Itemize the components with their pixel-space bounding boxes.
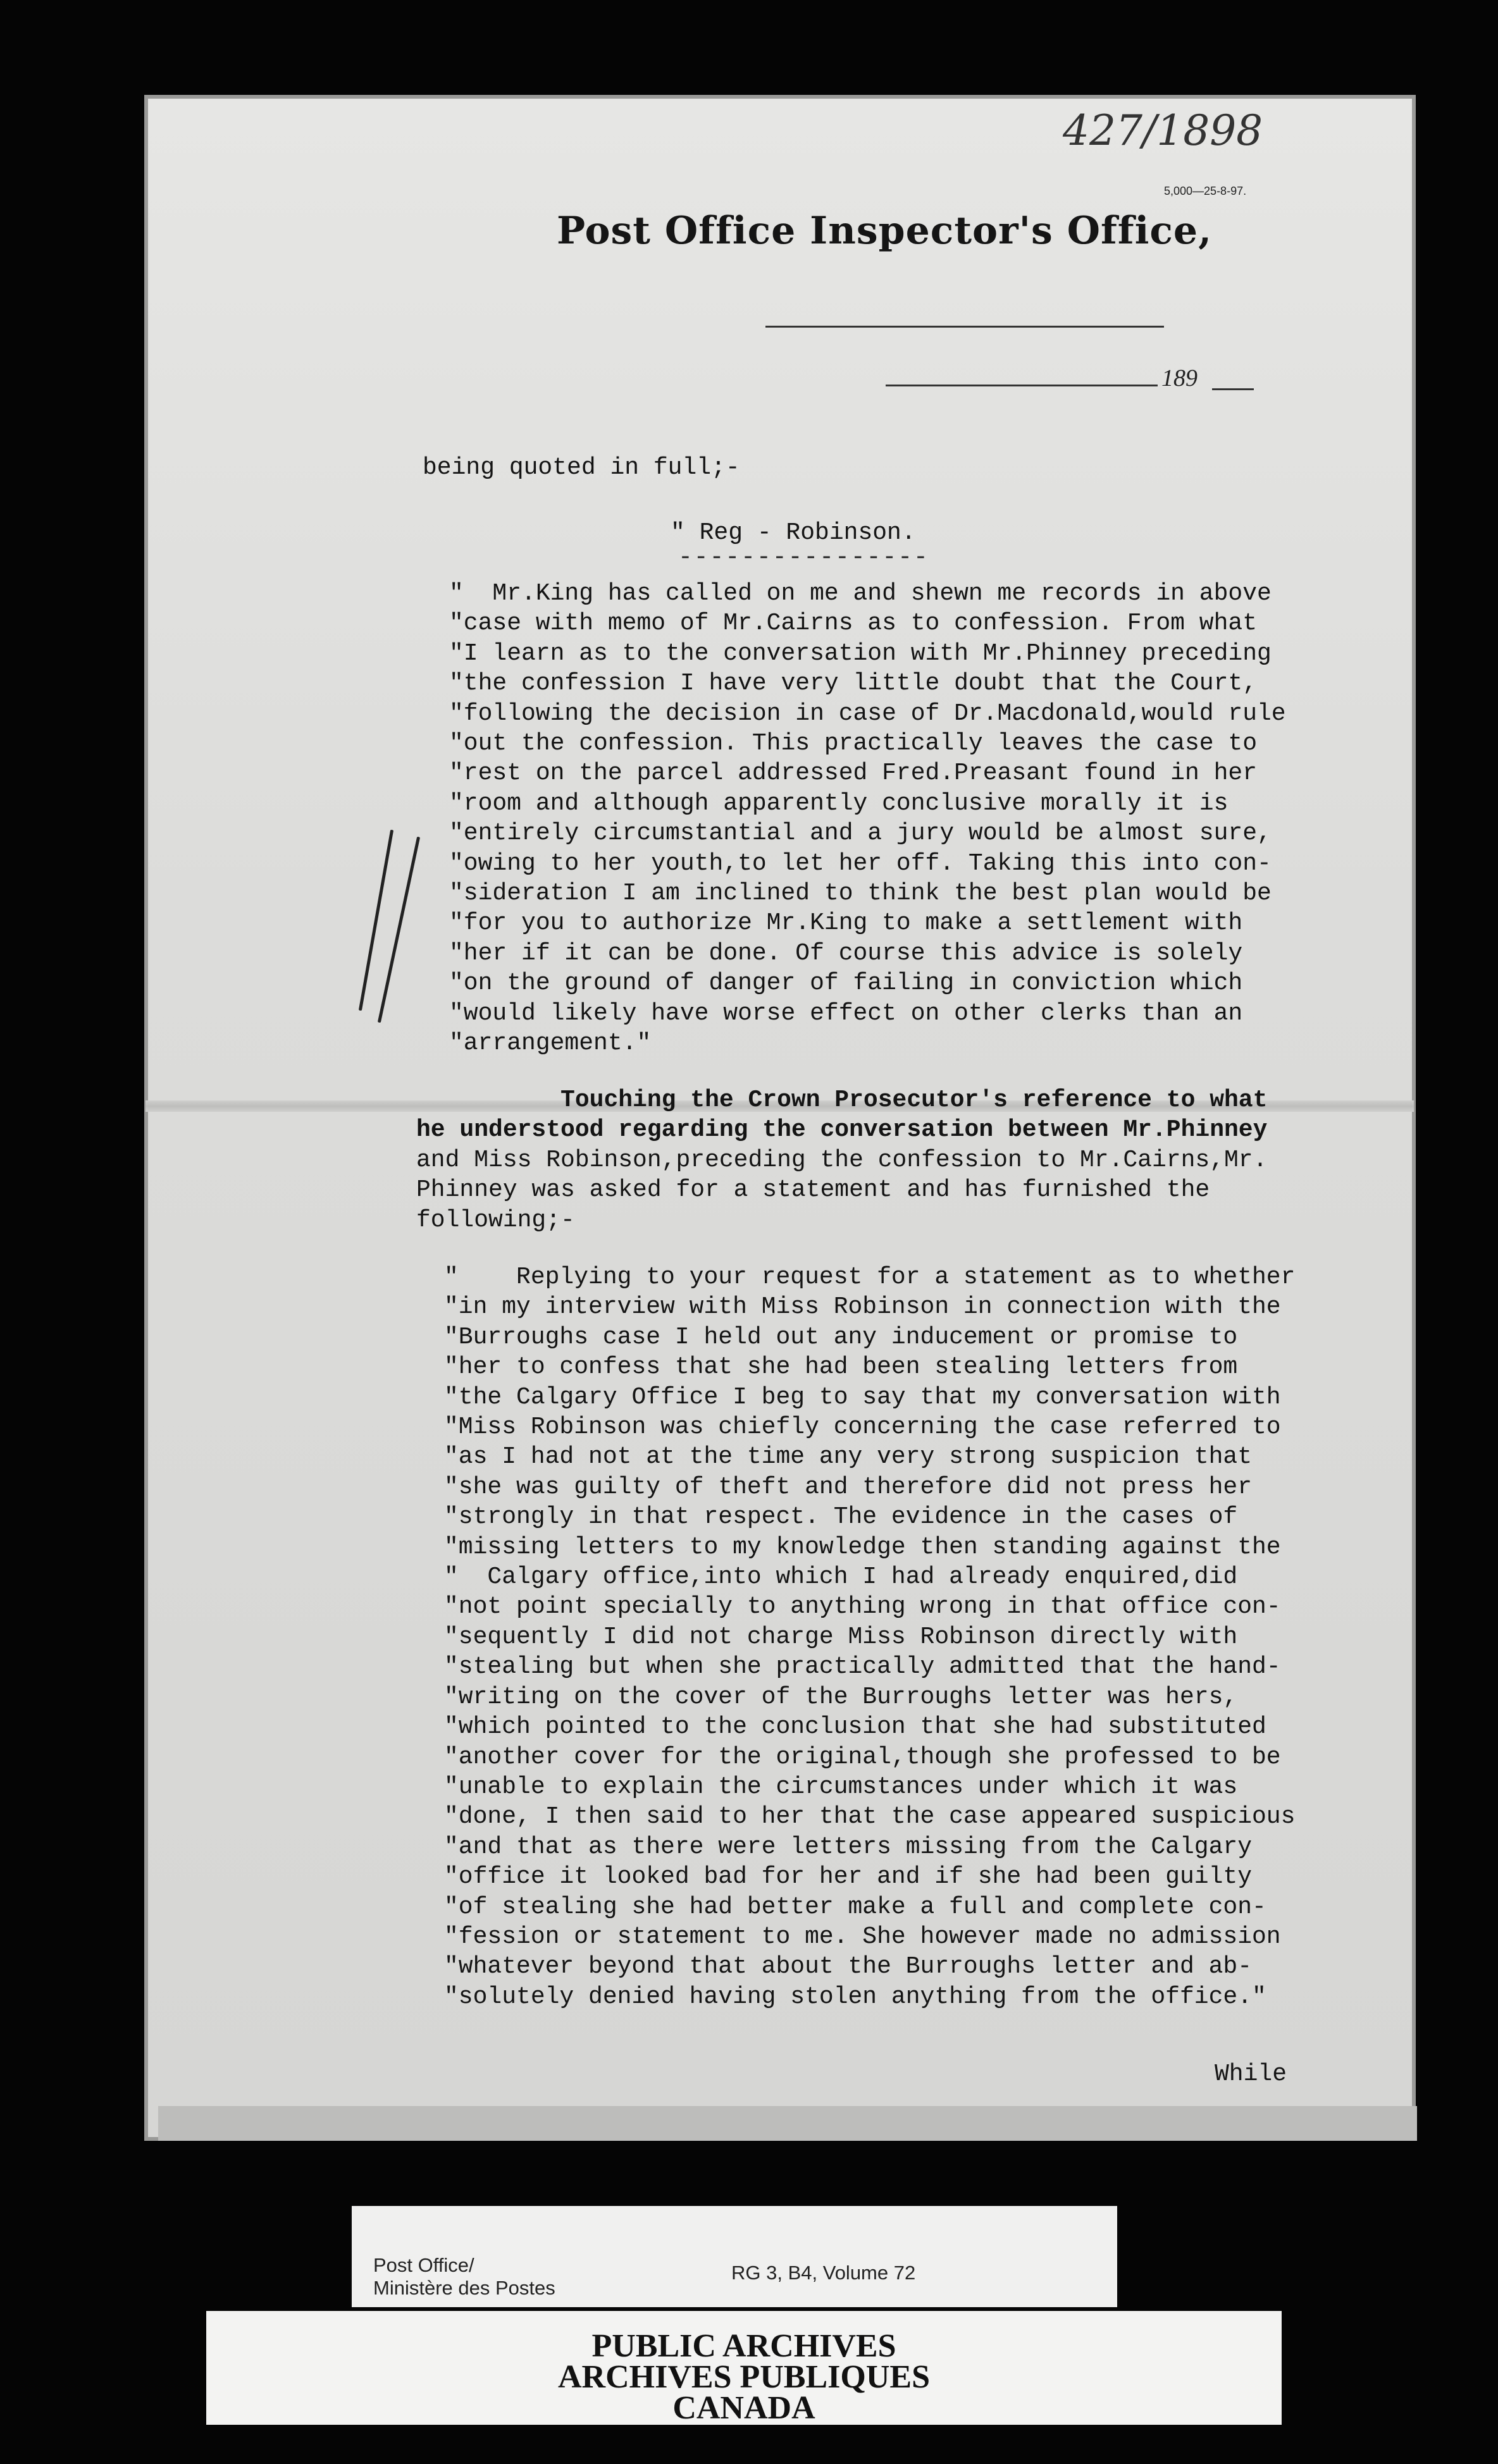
text-line: "her to confess that she had been stealing letters from <box>444 1353 1238 1381</box>
archive-stamp-line-3: CANADA <box>672 2390 815 2426</box>
text-line: Phinney was asked for a statement and has furnished the <box>416 1176 1210 1204</box>
text-line: "writing on the cover of the Burroughs letter was hers, <box>444 1683 1238 1711</box>
text-line: and Miss Robinson,preceding the confession to Mr.Cairns,Mr. <box>416 1146 1268 1174</box>
text-line: "as I had not at the time any very strong suspicion that <box>444 1443 1253 1471</box>
department-fr: Ministère des Postes <box>373 2277 555 2299</box>
text-line: "unable to explain the circumstances under which it was <box>444 1773 1238 1801</box>
text-line: "she was guilty of theft and therefore did not press her <box>444 1473 1253 1501</box>
text-line: Touching the Crown Prosecutor's reference to what <box>416 1087 1268 1114</box>
text-line: "strongly in that respect. The evidence in the cases of <box>444 1503 1238 1531</box>
text-line: following;- <box>416 1206 575 1234</box>
archive-stamp-line-2: ARCHIVES PUBLIQUES <box>557 2359 931 2395</box>
text-line: "rest on the parcel addressed Fred.Preasant found in her <box>449 760 1258 787</box>
text-line: "sequently I did not charge Miss Robinson directly with <box>444 1623 1238 1651</box>
text-line: "whatever beyond that about the Burroughs letter and ab- <box>444 1953 1253 1981</box>
text-line: "done, I then said to her that the case appeared suspicious <box>444 1803 1296 1831</box>
text-line: "out the confession. This practically leaves the case to <box>449 730 1258 758</box>
letterhead-title: Post Office Inspector's Office, <box>557 209 1212 253</box>
text-line: "her if it can be done. Of course this advice is solely <box>449 939 1243 967</box>
text-line: "of stealing she had better make a full and complete con- <box>444 1893 1266 1921</box>
text-line: "not point specially to anything wrong in that office con- <box>444 1593 1281 1621</box>
text-line: "the confession I have very little doubt that the Court, <box>449 670 1258 698</box>
quoted-letter-2 <box>444 1262 1295 2012</box>
text-line: " Calgary office,into which I had already enquired,did <box>444 1563 1238 1591</box>
text-line: "in my interview with Miss Robinson in connection with the <box>444 1293 1281 1321</box>
date-line <box>886 385 1158 386</box>
text-line: " Replying to your request for a statement as to whether <box>444 1264 1296 1291</box>
file-number: 427/1898 <box>1063 106 1263 155</box>
text-line: "room and although apparently conclusive morally it is <box>449 789 1229 817</box>
year-prefix: 189 <box>1161 365 1198 391</box>
text-line: "stealing but when she practically admitted that the hand- <box>444 1653 1281 1681</box>
text-line: "arrangement." <box>449 1030 652 1057</box>
text-line: "Burroughs case I held out any inducement or promise to <box>444 1323 1238 1351</box>
text-line: "fession or statement to me. She however made no admission <box>444 1923 1281 1950</box>
text-line: "and that as there were letters missing from the Calgary <box>444 1833 1253 1861</box>
text-line: "for you to authorize Mr.King to make a settlement with <box>449 909 1243 937</box>
text-line: "the Calgary Office I beg to say that my conversation with <box>444 1383 1281 1411</box>
text-line: "office it looked bad for her and if she had been guilty <box>444 1863 1253 1891</box>
year-line <box>1212 388 1254 390</box>
text-line: "owing to her youth,to let her off. Taking this into con- <box>449 849 1272 877</box>
case-title: " Reg - Robinson. <box>671 519 916 546</box>
title-dashes: ---------------- <box>678 544 929 571</box>
text-line: he understood regarding the conversation between Mr.Phinney <box>416 1116 1268 1144</box>
text-line: " Mr.King has called on me and shewn me records in above <box>449 580 1272 607</box>
text-line: "I learn as to the conversation with Mr.Phinney preceding <box>449 639 1272 667</box>
archive-stamp <box>206 2311 1282 2425</box>
text-line: "would likely have worse effect on other clerks than an <box>449 999 1243 1027</box>
quoted-letter-1 <box>449 579 1286 1059</box>
text-line: "another cover for the original,though she professed to be <box>444 1743 1281 1771</box>
page-edge <box>158 2106 1417 2141</box>
text-line: "missing letters to my knowledge then standing against the <box>444 1533 1281 1561</box>
department-en: Post Office/ <box>373 2254 474 2276</box>
print-code: 5,000—25-8-97. <box>1164 185 1247 197</box>
archive-reference-label <box>352 2206 1117 2307</box>
text-line: "on the ground of danger of failing in conviction which <box>449 970 1243 997</box>
text-line: "which pointed to the conclusion that she had substituted <box>444 1713 1266 1741</box>
text-line: "entirely circumstantial and a jury would be almost sure, <box>449 820 1272 847</box>
archive-reference: RG 3, B4, Volume 72 <box>731 2262 916 2284</box>
archive-stamp-line-1: PUBLIC ARCHIVES <box>591 2328 896 2364</box>
text-line: "sideration I am inclined to think the best plan would be <box>449 880 1272 908</box>
intro-line: being quoted in full;- <box>423 454 740 481</box>
catchword: While <box>1215 2061 1287 2088</box>
place-line <box>765 326 1164 328</box>
text-line: "solutely denied having stolen anything from the office." <box>444 1983 1266 2011</box>
text-line: "Miss Robinson was chiefly concerning the case referred to <box>444 1414 1281 1441</box>
text-line: "following the decision in case of Dr.Macdonald,would rule <box>449 699 1286 727</box>
paragraph-2 <box>416 1085 1267 1235</box>
text-line: "case with memo of Mr.Cairns as to confession. From what <box>449 610 1258 638</box>
